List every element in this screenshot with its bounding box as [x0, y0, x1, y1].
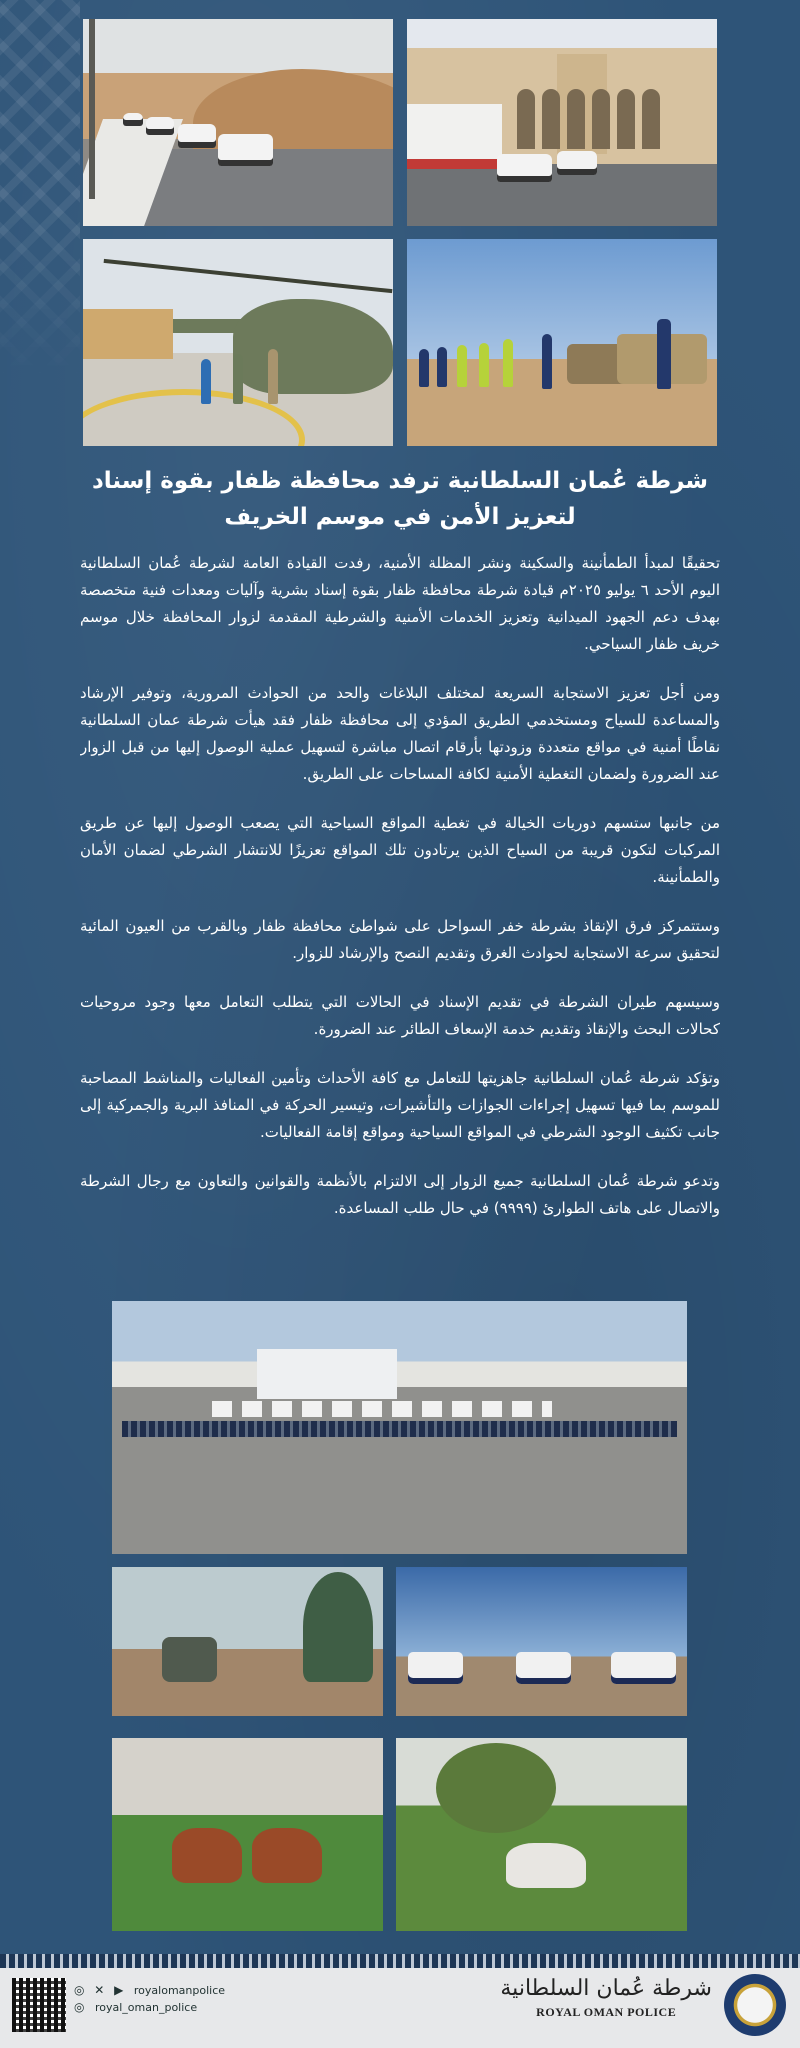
article-body	[80, 550, 720, 1290]
photo-mounted-police	[112, 1738, 383, 1931]
instagram-icon: ◎	[74, 2000, 88, 2014]
brand-name-english: ROYAL OMAN POLICE	[536, 2005, 677, 2019]
article-title-line-1: شرطة عُمان السلطانية ترفد محافظة ظفار بقوة إسناد	[91, 468, 709, 494]
article-title	[60, 463, 740, 535]
brand-name-arabic: شرطة عُمان السلطانية	[500, 1976, 712, 2001]
qr-code-icon[interactable]	[12, 1978, 66, 2032]
photo-atv-patrol	[112, 1567, 383, 1716]
footer-divider	[0, 1954, 800, 1968]
article-paragraph: وستتمركز فرق الإنقاذ بشرطة خفر السواحل على شواطئ محافظة ظفار وبالقرب من العيون المائية لتحقيق سرعة الاستجابة لحوادث الغرق وتقديم النصح والإرشاد للزوار.	[80, 917, 720, 962]
brand-logo	[500, 1976, 712, 2020]
article-paragraph: ومن أجل تعزيز الاستجابة السريعة لمختلف البلاغات والحد من الحوادث المرورية، وتوفير الإرشاد والمساعدة للسياح ومستخدمي الطريق المؤدي إلى محافظة ظفار فقد هيأت شرطة عمان السلطانية نقاطًا أمنية في مواقع متعددة وزودتها بأرقام اتصال مباشرة لتسهيل عملية الوصول إليها من قبل الزوار عند الضرورة ولضمان التغطية الأمنية لكافة المساحات على الطريق.	[80, 684, 720, 783]
photo-patrol-vehicles	[396, 1567, 687, 1716]
decorative-pattern	[0, 0, 80, 380]
photo-horse-patrol	[396, 1738, 687, 1931]
police-emblem-icon	[724, 1974, 786, 2036]
photo-police-headquarters	[407, 19, 717, 226]
article-paragraph: وتؤكد شرطة عُمان السلطانية جاهزيتها للتعامل مع كافة الأحداث وتأمين الفعاليات والمناشط المصاحبة للموسم بما فيها تسهيل إجراءات الجوازات والتأشيرات، وتيسير الحركة في المنافذ البرية والجمركية إلى جانب تكثيف الوجود الشرطي في المواقع السياحية ومواقع إقامة الفعاليات.	[80, 1069, 720, 1141]
footer	[0, 1968, 800, 2048]
social-handle-instagram[interactable]: ◎ royal_oman_police	[74, 2000, 198, 2014]
social-handle-primary[interactable]: ◎ ✕ ▶ royalomanpolice	[74, 1983, 226, 1997]
photo-force-parade	[112, 1301, 687, 1554]
photo-police-convoy	[83, 19, 393, 226]
social-links	[74, 1982, 225, 2016]
social-icons: ◎ ✕ ▶	[74, 1983, 127, 1997]
photo-officers-lineup	[407, 239, 717, 446]
article-paragraph: من جانبها ستسهم دوريات الخيالة في تغطية المواقع السياحية التي يصعب الوصول إليها عن طريق المركبات لتكون قريبة من السياح الذين يرتادون تلك المواقع تعزيزًا للانتشار الشرطي لضمان الأمان والطمأنينة.	[80, 814, 720, 886]
photo-police-helicopter	[83, 239, 393, 446]
article-title-line-2: لتعزيز الأمن في موسم الخريف	[224, 504, 576, 530]
article-paragraph: وسيسهم طيران الشرطة في تقديم الإسناد في الحالات التي يتطلب التعامل معها وجود مروحيات كحالات البحث والإنقاذ وتقديم خدمة الإسعاف الطائر عند الضرورة.	[80, 993, 720, 1038]
article-paragraph: تحقيقًا لمبدأ الطمأنينة والسكينة ونشر المظلة الأمنية، رفدت القيادة العامة لشرطة عُمان السلطانية اليوم الأحد ٦ يوليو ٢٠٢٥م قيادة شرطة محافظة ظفار بقوة إسناد بشرية وآليات ومعدات فنية متخصصة بهدف دعم الجهود الميدانية وتعزيز الخدمات الأمنية والشرطية المقدمة لزوار المحافظة خلال موسم خريف ظفار السياحي.	[80, 554, 720, 653]
article-paragraph: وتدعو شرطة عُمان السلطانية جميع الزوار إلى الالتزام بالأنظمة والقوانين والتعاون مع رجال الشرطة والاتصال على هاتف الطوارئ (٩٩٩٩) في حال طلب المساعدة.	[80, 1172, 720, 1217]
